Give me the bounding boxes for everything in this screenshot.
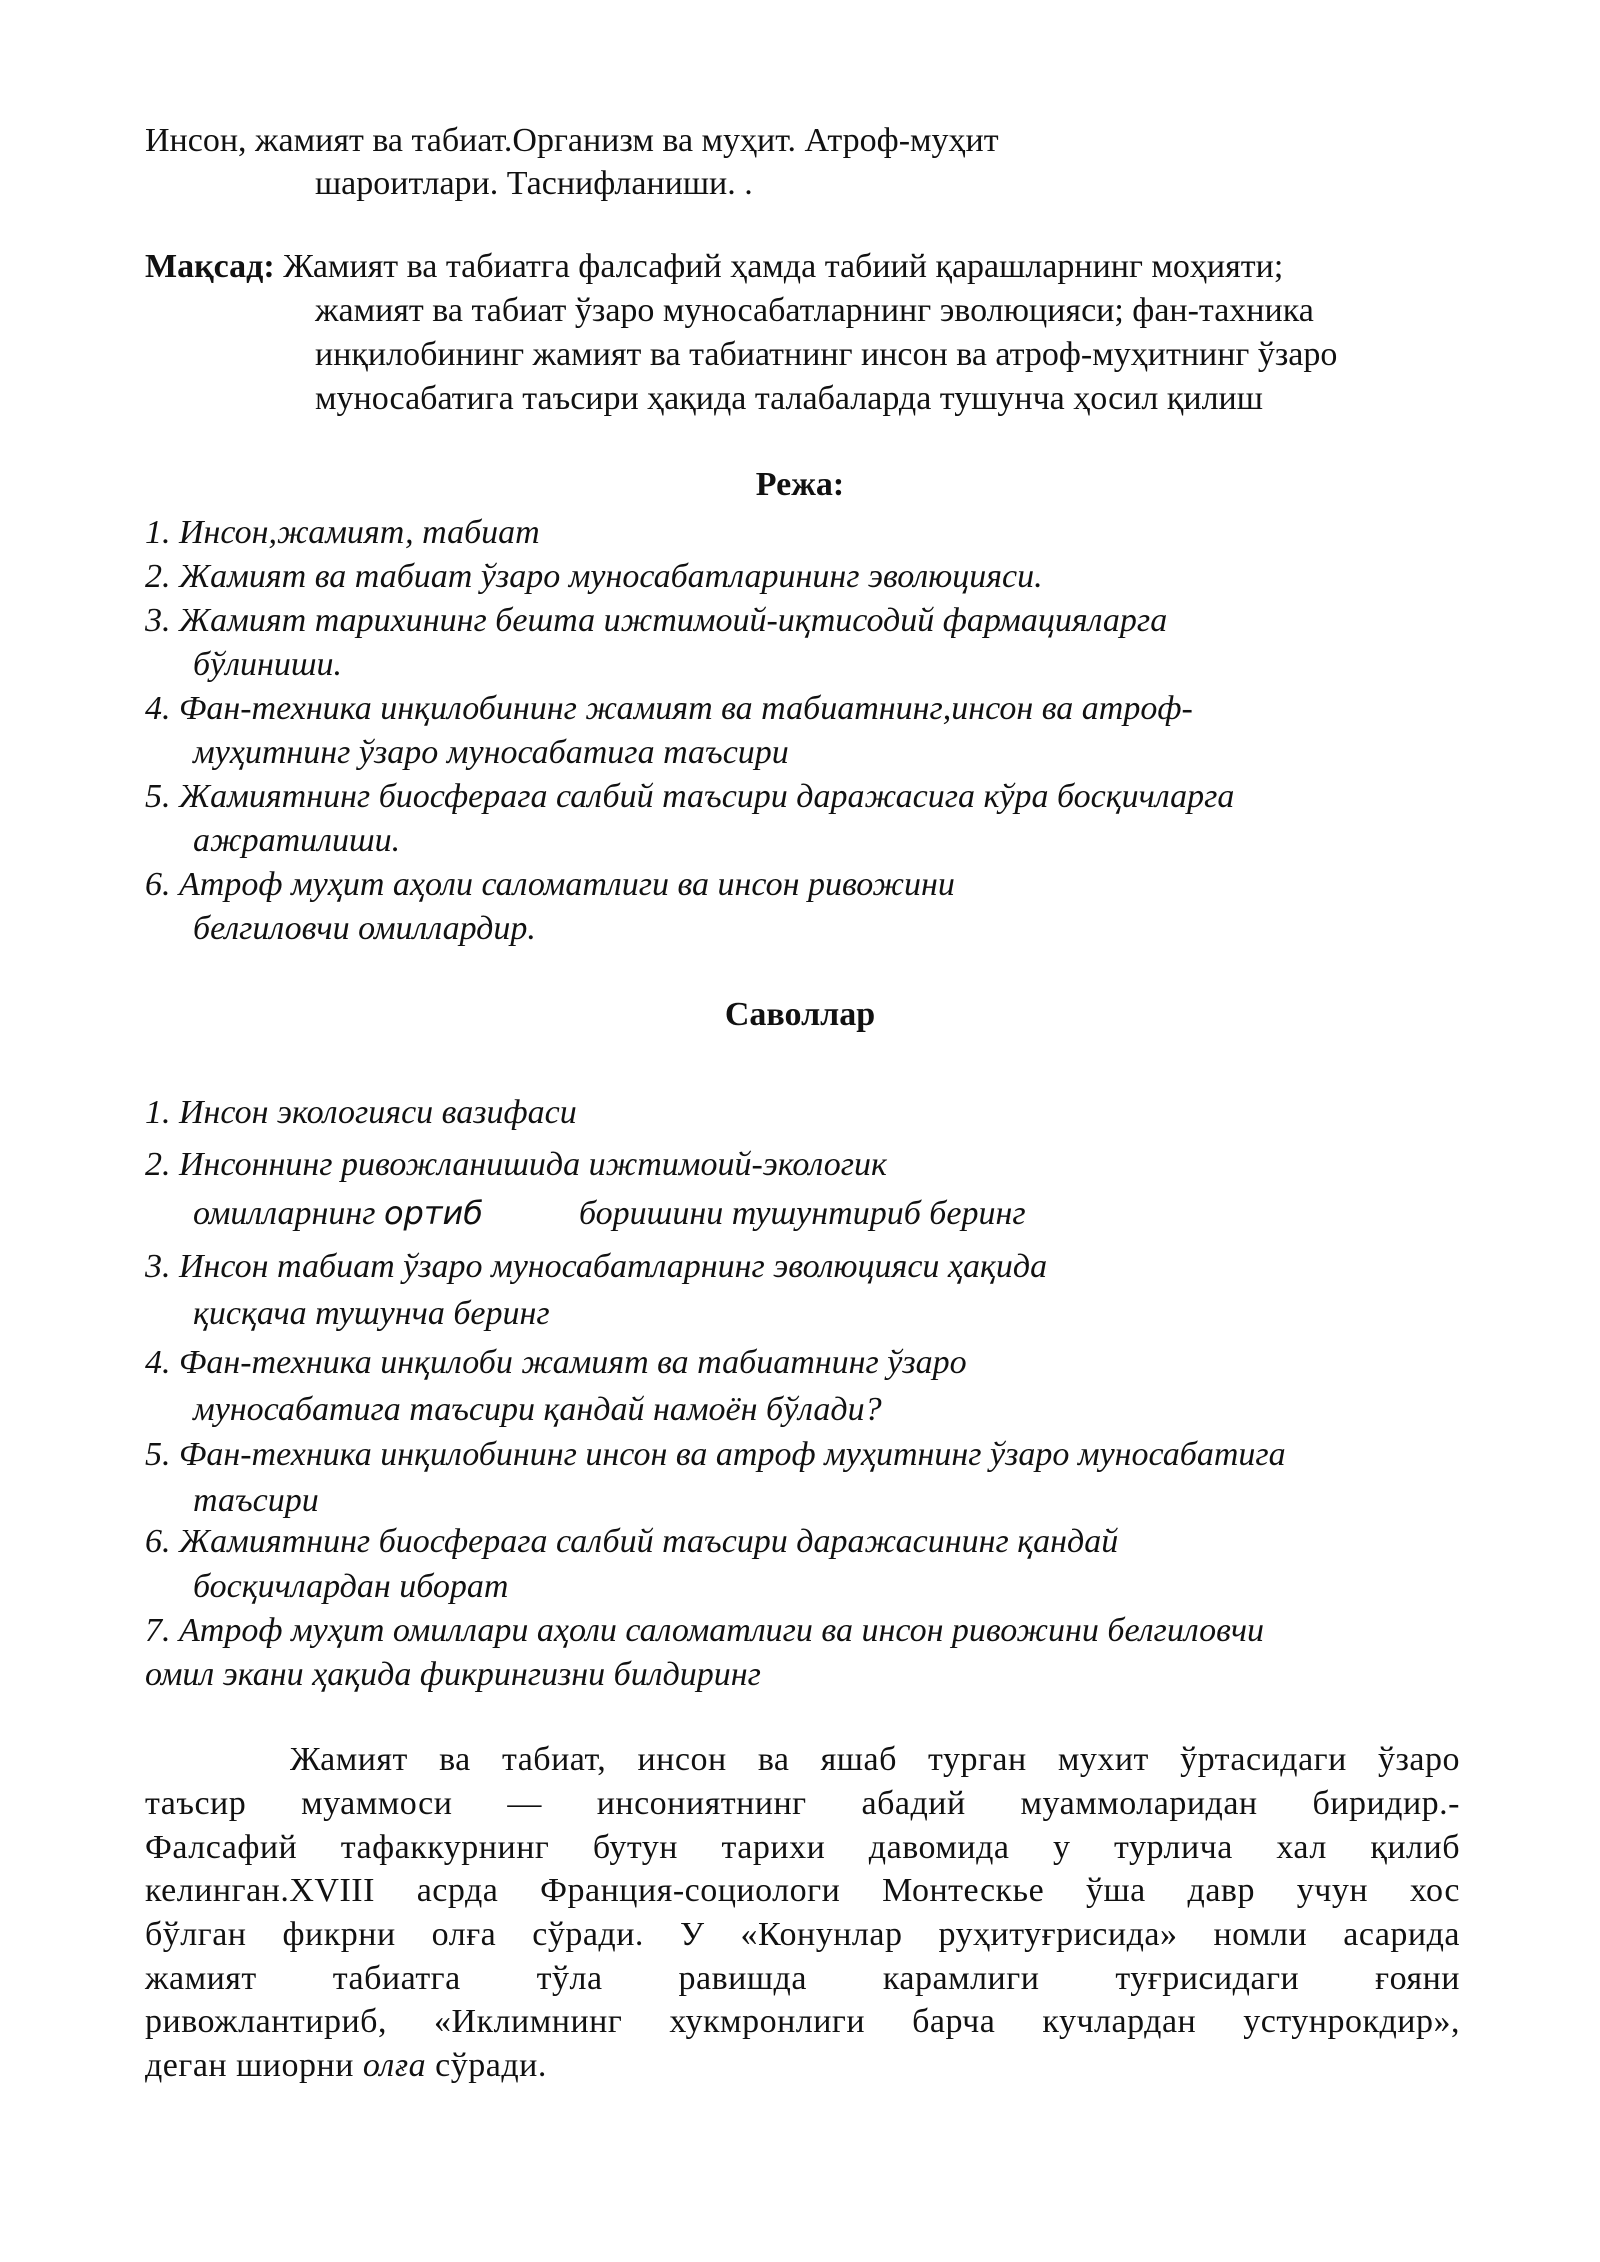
- plan-item-text: Жамият ва табиат ўзаро муносабатларининг эволюцияси.: [179, 558, 1043, 595]
- paragraph-text-end: сўради.: [435, 2047, 547, 2084]
- question-6: 6. Жамиятнинг биосферага салбий таъсири даражасининг қандай: [145, 1523, 1119, 1560]
- plan-item-text: Атроф муҳит аҳоли саломатлиги ва инсон ривожини: [179, 866, 955, 903]
- plan-item-text: Жамият тарихининг бешта ижтимоий-иқтисодий фармацияларга: [179, 602, 1168, 639]
- plan-item-3: [145, 604, 1167, 638]
- question-2: 2. Инсоннинг ривожланишида ижтимоий-экологик: [145, 1146, 887, 1183]
- goal-text-line-4: муносабатига таъсири ҳақида талабаларда тушунча ҳосил қилиш: [315, 380, 1263, 417]
- plan-item-number: 4.: [145, 690, 171, 727]
- plan-item-5: [145, 780, 1234, 814]
- plan-item-6-cont: белгиловчи омиллардир.: [193, 910, 536, 947]
- goal-text-line-3: инқилобининг жамият ва табиатнинг инсон ва атроф-муҳитнинг ўзаро: [315, 336, 1338, 373]
- question-2-word: омилларнинг: [193, 1195, 376, 1232]
- paragraph-italic-word: олға: [362, 2047, 427, 2084]
- question-1: 1. Инсон экологияси вазифаси: [145, 1094, 577, 1131]
- question-2-word-sans: ортиб: [383, 1194, 484, 1232]
- question-4: 4. Фан-техника инқилоби жамият ва табиатнинг ўзаро: [145, 1344, 967, 1381]
- plan-item-number: 1.: [145, 514, 171, 551]
- plan-item-4-cont: муҳитнинг ўзаро муносабатига таъсири: [193, 734, 789, 771]
- plan-item-3-cont: бўлиниши.: [193, 646, 343, 683]
- goal-text-line-1: Жамият ва табиатга фалсафий ҳамда табиий қарашларнинг моҳияти;: [283, 248, 1284, 285]
- question-3-cont: қисқача тушунча беринг: [193, 1295, 550, 1332]
- question-3: 3. Инсон табиат ўзаро муносабатларнинг эволюцияси ҳақида: [145, 1248, 1048, 1285]
- goal-first-line: [145, 250, 1283, 284]
- paragraph-line-5: бўлган фикрни олға сўради. У «Конунлар руҳитуғрисида» номли асарида: [145, 1916, 1460, 1953]
- paragraph-line-3: Фалсафий тафаккурнинг бутун тарихи давомида у турлича хал қилиб: [145, 1829, 1460, 1866]
- question-2-cont: [193, 1194, 1026, 1232]
- plan-item-number: 2.: [145, 558, 171, 595]
- goal-text-line-2: жамият ва табиат ўзаро муносабатларнинг эволюцияси; фан-тахника: [315, 292, 1314, 329]
- goal-label: Мақсад:: [145, 248, 275, 285]
- paragraph-line-6: жамият табиатга тўла равишда карамлиги туғрисидаги ғояни: [145, 1960, 1460, 1997]
- plan-item-2: [145, 560, 1043, 594]
- plan-item-4: [145, 692, 1193, 726]
- title-line-1: Инсон, жамият ва табиат.Организм ва муҳит. Атроф-муҳит: [145, 122, 999, 159]
- paragraph-line-1: Жамият ва табиат, инсон ва яшаб турган мухит ўртасидаги ўзаро: [290, 1741, 1460, 1778]
- paragraph-line-4: келинган.XVIII асрда Франция-социологи Монтескье ўша давр учун хос: [145, 1872, 1460, 1909]
- plan-item-text: Фан-техника инқилобининг жамият ва табиатнинг,инсон ва атроф-: [179, 690, 1193, 727]
- plan-item-text: Жамиятнинг биосферага салбий таъсири даражасига кўра босқичларга: [179, 778, 1235, 815]
- question-7-cont: омил экани ҳақида фикрингизни билдиринг: [145, 1656, 761, 1693]
- plan-item-number: 3.: [145, 602, 171, 639]
- paragraph-line-2: таъсир муаммоси — инсониятнинг абадий муаммоларидан биридир.-: [145, 1785, 1460, 1822]
- questions-heading: Саволлар: [724, 996, 876, 1033]
- paragraph-text: деган шиорни: [145, 2047, 354, 2084]
- plan-item-6: [145, 868, 955, 902]
- question-6-cont: босқичлардан иборат: [193, 1568, 509, 1605]
- plan-item-number: 5.: [145, 778, 171, 815]
- paragraph-line-8: [145, 2049, 547, 2083]
- paragraph-line-7: ривожлантириб, «Иклимнинг хукмронлиги барча кучлардан устунрокдир»,: [145, 2003, 1460, 2040]
- plan-item-number: 6.: [145, 866, 171, 903]
- plan-heading: Режа:: [755, 466, 845, 503]
- plan-item-5-cont: ажратилиши.: [193, 822, 401, 859]
- question-5-cont: таъсири: [193, 1482, 319, 1519]
- question-7: 7. Атроф муҳит омиллари аҳоли саломатлиги ва инсон ривожини белгиловчи: [145, 1612, 1265, 1649]
- plan-item-1: [145, 516, 540, 550]
- question-5: 5. Фан-техника инқилобининг инсон ва атроф муҳитнинг ўзаро муносабатига: [145, 1436, 1286, 1473]
- title-line-2: шароитлари. Таснифланиши. .: [315, 165, 753, 202]
- question-4-cont: муносабатига таъсири қандай намоён бўлади?: [193, 1391, 882, 1428]
- plan-item-text: Инсон,жамият, табиат: [179, 514, 540, 551]
- question-2-tail: боришини тушунтириб беринг: [579, 1195, 1026, 1232]
